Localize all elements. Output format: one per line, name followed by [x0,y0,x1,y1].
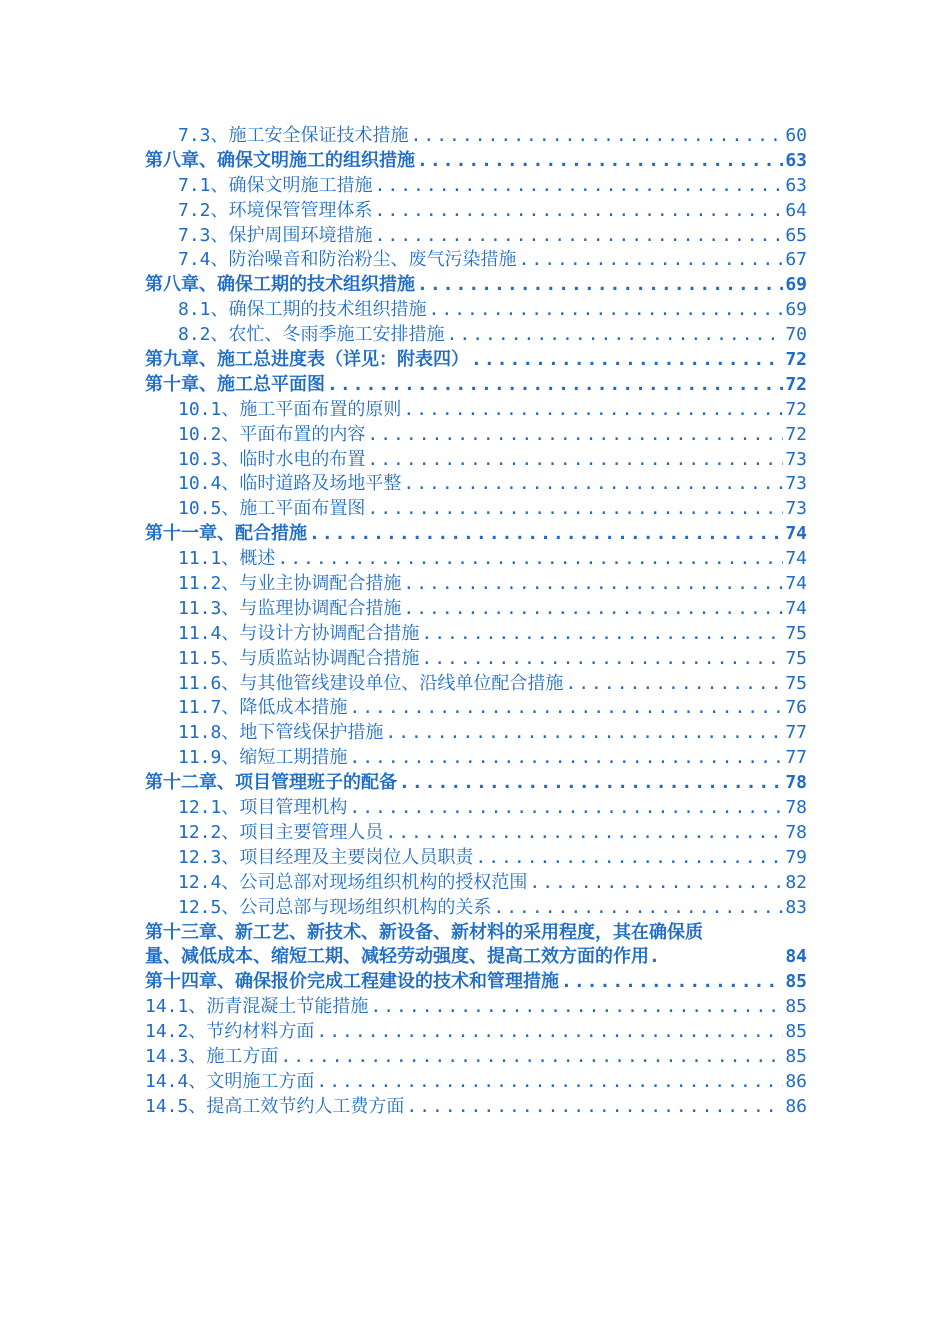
toc-entry-line2 [145,945,807,970]
dot-leader [385,721,783,746]
toc-entry-title: 10.4、临时道路及场地平整 [178,473,402,495]
toc-page-number: 73 [785,448,807,470]
dot-leader [429,298,784,323]
toc-section-entry[interactable] [145,846,807,871]
toc-entry-title: 11.7、降低成本措施 [178,697,348,719]
toc-section-entry[interactable] [145,622,807,647]
toc-entry-title: 7.1、确保文明施工措施 [178,174,373,196]
toc-entry-title: 11.3、与监理协调配合措施 [178,597,402,619]
dot-leader [375,224,784,249]
dot-leader [375,199,784,224]
toc-entry-title: 14.3、施工方面 [145,1045,279,1067]
toc-entry-title: 第十二章、项目管理班子的配备 [145,772,397,794]
toc-entry-title: 7.3、保护周围环境措施 [178,224,373,246]
toc-section-entry[interactable] [145,124,807,149]
toc-page-number: 67 [785,249,807,271]
toc-section-entry[interactable] [145,547,807,572]
toc-section-entry[interactable] [145,597,807,622]
toc-entry-title: 11.4、与设计方协调配合措施 [178,622,420,644]
toc-section-entry[interactable] [145,796,807,821]
toc-entry-title: 8.1、确保工期的技术组织措施 [178,299,427,321]
toc-entry-title: 11.8、地下管线保护措施 [178,722,384,744]
dot-leader [493,896,783,921]
dot-leader [309,522,783,547]
toc-page-number: 85 [785,1021,807,1043]
toc-page-number: 82 [785,871,807,893]
toc-section-entry[interactable] [145,398,807,423]
toc-section-entry[interactable] [145,696,807,721]
dot-leader [316,1020,783,1045]
dot-leader [471,348,783,373]
dot-leader [403,472,783,497]
dot-leader [277,547,783,572]
toc-page-number: 65 [785,224,807,246]
toc-entry-title: 12.4、公司总部对现场组织机构的授权范围 [178,871,528,893]
toc-entry-title: 7.4、防治噪音和防治粉尘、废气污染措施 [178,249,517,271]
toc-page-number: 74 [785,523,807,545]
toc-section-entry[interactable] [145,497,807,522]
dot-leader [403,398,783,423]
dot-leader [411,124,784,149]
toc-page-number: 64 [785,199,807,221]
dot-leader [475,846,783,871]
toc-section-entry[interactable] [145,896,807,921]
toc-entry-title: 12.2、项目主要管理人员 [178,821,384,843]
dot-leader [367,497,783,522]
dot-leader [375,174,784,199]
toc-chapter-entry[interactable] [145,373,807,398]
toc-chapter-entry[interactable] [145,522,807,547]
toc-entry-title: 10.2、平面布置的内容 [178,423,366,445]
toc-page-number: 74 [785,573,807,595]
toc-section-entry[interactable] [145,1020,807,1045]
dot-leader [447,323,784,348]
toc-page-number: 72 [785,349,807,371]
toc-entry-title: 11.1、概述 [178,548,276,570]
toc-entry-title: 第十一章、配合措施 [145,523,307,545]
dot-leader [367,448,783,473]
toc-chapter-entry[interactable] [145,273,807,298]
toc-page-number: 77 [785,722,807,744]
dot-leader [421,622,783,647]
toc-entry-title: 第八章、确保工期的技术组织措施 [145,274,415,296]
toc-entry-title: 11.5、与质监站协调配合措施 [178,647,420,669]
dot-leader [327,373,783,398]
dot-leader [403,572,783,597]
dot-leader [399,771,783,796]
toc-section-entry[interactable] [145,298,807,323]
toc-entry-title: 第十四章、确保报价完成工程建设的技术和管理措施 [145,971,559,993]
toc-section-entry[interactable] [145,248,807,273]
toc-page-number: 77 [785,747,807,769]
toc-entry-title: 10.5、施工平面布置图 [178,498,366,520]
toc-page-number: 86 [785,1095,807,1117]
toc-entry-title: 11.9、缩短工期措施 [178,747,348,769]
toc-page-number: 78 [785,797,807,819]
toc-section-entry[interactable] [145,672,807,697]
toc-page-number: 84 [785,946,807,968]
toc-entry-title: 11.6、与其他管线建设单位、沿线单位配合措施 [178,672,564,694]
toc-section-entry[interactable] [145,448,807,473]
dot-leader [367,423,783,448]
toc-section-entry[interactable] [145,423,807,448]
toc-section-entry[interactable] [145,647,807,672]
toc-entry-title: 11.2、与业主协调配合措施 [178,573,402,595]
dot-leader [519,248,784,273]
toc-section-entry[interactable] [145,323,807,348]
toc-entry-title: 7.2、环境保管管理体系 [178,199,373,221]
dot-leader [561,970,783,995]
toc-entry-title: 12.3、项目经理及主要岗位人员职责 [178,846,474,868]
dot-leader [417,149,783,174]
toc-page-number: 72 [785,423,807,445]
toc-page-number: 72 [785,398,807,420]
dot-leader [406,1095,783,1120]
toc-entry-title: 12.5、公司总部与现场组织机构的关系 [178,896,492,918]
toc-section-entry[interactable] [145,572,807,597]
dot-leader [280,1045,783,1070]
toc-entry-title: 14.1、沥青混凝土节能措施 [145,996,369,1018]
toc-entry-title: 第八章、确保文明施工的组织措施 [145,149,415,171]
toc-section-entry[interactable] [145,174,807,199]
toc-chapter-entry[interactable] [145,149,807,174]
toc-chapter-entry[interactable] [145,970,807,995]
toc-page-number: 74 [785,597,807,619]
toc-page-number: 75 [785,647,807,669]
dot-leader [417,273,783,298]
toc-entry-title: 12.1、项目管理机构 [178,797,348,819]
toc-page-number: 72 [785,373,807,395]
toc-section-entry[interactable] [145,821,807,846]
table-of-contents [145,124,807,1120]
toc-page-number: 76 [785,697,807,719]
toc-section-entry[interactable] [145,995,807,1020]
toc-page-number: 69 [785,299,807,321]
toc-page-number: 74 [785,548,807,570]
dot-leader [421,647,783,672]
toc-section-entry[interactable] [145,746,807,771]
toc-entry[interactable] [145,921,807,971]
toc-entry-title-line1: 第十三章、新工艺、新技术、新设备、新材料的采用程度，其在确保质 [145,921,703,943]
toc-page-number: 73 [785,498,807,520]
toc-page-number: 85 [785,1045,807,1067]
toc-section-entry[interactable] [145,1095,807,1120]
toc-page-number: 69 [785,274,807,296]
toc-entry-title-line2: 量、减低成本、缩短工期、减轻劳动强度、提高工效方面的作用. [145,946,660,968]
dot-leader [385,821,783,846]
dot-leader [349,746,783,771]
toc-section-entry[interactable] [145,1070,807,1095]
toc-entry-title: 10.1、施工平面布置的原则 [178,398,402,420]
toc-entry-title: 14.5、提高工效节约人工费方面 [145,1095,405,1117]
toc-entry-title: 第九章、施工总进度表（详见：附表四） [145,349,469,371]
toc-page-number: 60 [785,125,807,146]
toc-page-number: 73 [785,473,807,495]
toc-entry-title: 14.4、文明施工方面 [145,1070,315,1092]
toc-page-number: 75 [785,672,807,694]
dot-leader [403,597,783,622]
toc-entry-title: 14.2、节约材料方面 [145,1021,315,1043]
toc-section-entry[interactable] [145,1045,807,1070]
toc-page-number: 86 [785,1070,807,1092]
toc-page-number: 75 [785,622,807,644]
toc-page-number: 78 [785,772,807,794]
toc-section-entry[interactable] [145,224,807,249]
dot-leader [529,871,783,896]
toc-entry-title: 第十章、施工总平面图 [145,373,325,395]
toc-section-entry[interactable] [145,199,807,224]
toc-page-number: 70 [785,324,807,346]
toc-chapter-entry[interactable] [145,771,807,796]
dot-leader [349,696,783,721]
dot-leader [316,1070,783,1095]
toc-section-entry[interactable] [145,472,807,497]
toc-entry-title: 10.3、临时水电的布置 [178,448,366,470]
dot-leader [349,796,783,821]
toc-section-entry[interactable] [145,721,807,746]
dot-leader [565,672,783,697]
toc-page-number: 63 [785,149,807,171]
toc-page-number: 79 [785,846,807,868]
toc-entry-title: 8.2、农忙、冬雨季施工安排措施 [178,324,445,346]
dot-leader [370,995,783,1020]
toc-page-number: 78 [785,821,807,843]
toc-page-number: 85 [785,971,807,993]
toc-chapter-entry[interactable] [145,348,807,373]
toc-page-number: 83 [785,896,807,918]
toc-entry-title: 7.3、施工安全保证技术措施 [178,125,409,146]
toc-page-number: 85 [785,996,807,1018]
toc-section-entry[interactable] [145,871,807,896]
toc-page-number: 63 [785,174,807,196]
